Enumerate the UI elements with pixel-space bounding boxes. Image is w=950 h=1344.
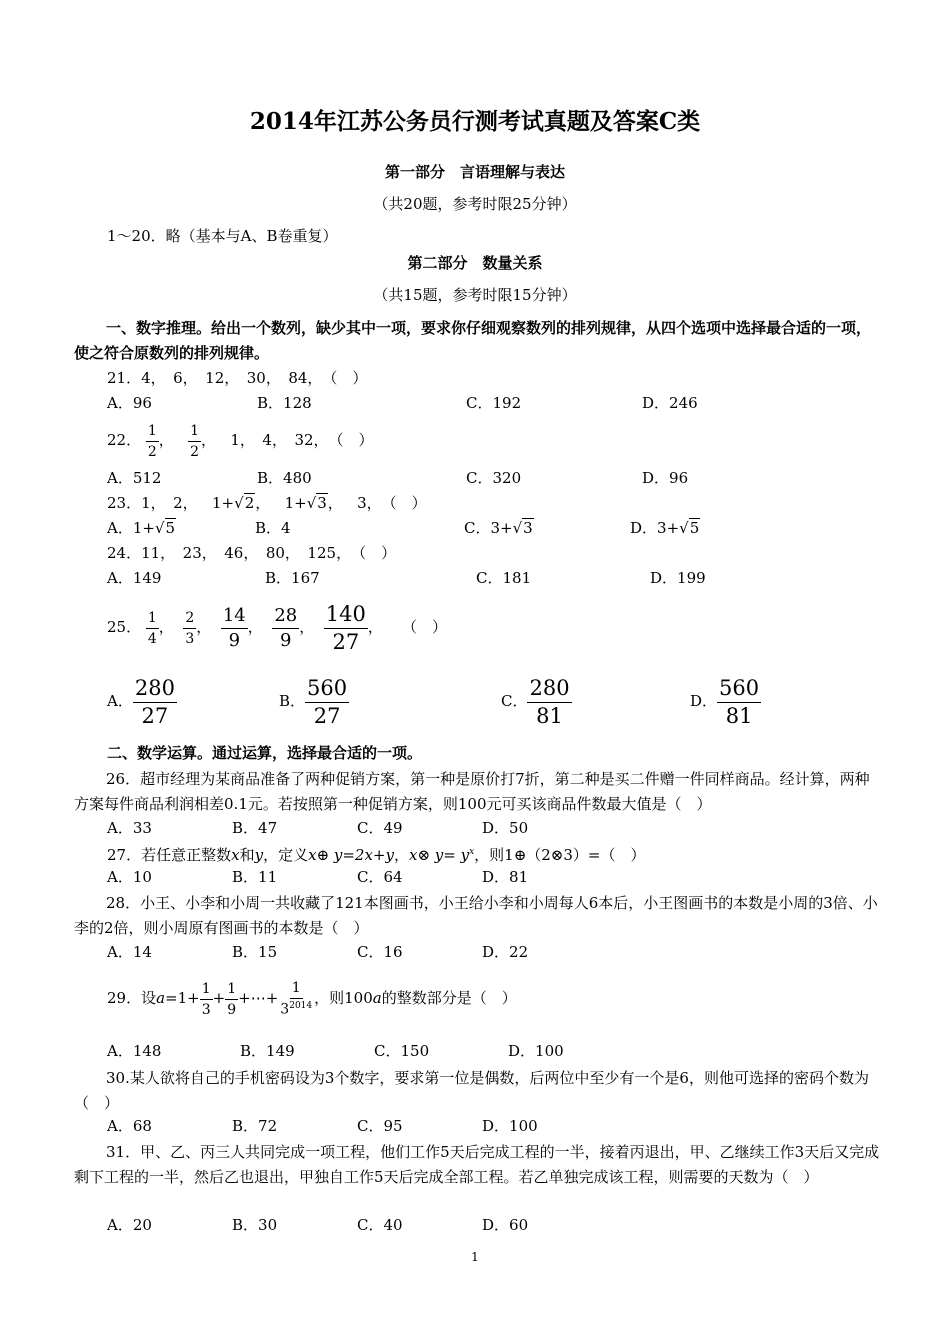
q25-option-d xyxy=(690,674,761,728)
q29-frac2-den: 9 xyxy=(227,1001,237,1018)
q22-option-c: C．320 xyxy=(466,469,522,487)
q26-option-c: C．49 xyxy=(357,819,403,837)
q23-option-d-sqrt: √5 xyxy=(679,519,700,537)
q30-option-d: D．100 xyxy=(482,1117,538,1135)
q26-option-a: A．33 xyxy=(107,819,152,837)
q30-stem: 30.某人欲将自己的手机密码设为3个数字，要求第一位是偶数，后两位中至少有一个是6，则他可选择的密码个数为（ ） xyxy=(74,1069,869,1112)
q29-stem xyxy=(107,972,517,1024)
q29-option-b: B．149 xyxy=(240,1042,295,1060)
q25-option-a-den: 27 xyxy=(141,703,169,728)
q25-sep: ， xyxy=(196,618,212,636)
q23-sep: ， xyxy=(327,494,343,512)
q22-frac2-num: 1 xyxy=(188,424,201,442)
q27-text-4: ， xyxy=(393,846,409,864)
part1-line: 1～20．略（基本与A、B卷重复） xyxy=(107,227,338,245)
q28-option-a: A．14 xyxy=(107,943,152,961)
q25-fraction-3 xyxy=(221,604,248,651)
q27-text-1: 27．若任意正整数 xyxy=(107,846,232,864)
q28-option-b: B．15 xyxy=(232,943,278,961)
q25-number: 25． xyxy=(107,618,142,636)
q23-radicand-2: 2 xyxy=(244,494,255,512)
q25-frac4-den: 9 xyxy=(280,629,292,651)
q30-option-b: B．72 xyxy=(232,1117,278,1135)
q31-stem: 31．甲、乙、丙三人共同完成一项工程，他们工作5天后完成工程的一半，接着丙退出，甲、乙继续工作3天后又完成剩下工程的一半，然后乙也退出，甲独自工作5天后完成全部工程。若乙单独完成该工程，则需要的天数为（ ） xyxy=(74,1143,880,1186)
q29-frac1-den: 3 xyxy=(201,1001,211,1018)
q25-paren: （ ） xyxy=(401,618,447,636)
q22-sep: ， xyxy=(201,431,217,449)
q23-sep: ， xyxy=(255,494,271,512)
part2-heading: 第二部分 数量关系 xyxy=(407,254,543,272)
q25-option-b-fraction xyxy=(305,675,349,728)
q27-option-b: B．11 xyxy=(232,868,278,886)
q27-option-d: D．81 xyxy=(482,868,529,886)
q26-stem: 26．超市经理为某商品准备了两种促销方案，第一种是原价打7折，第二种是买二件赠一件同样商品。经计算，两种方案每件商品利润相差0.1元。若按照第一种促销方案，则100元可买该商品件数最大值是（ ） xyxy=(74,770,870,813)
q22-option-b: B．480 xyxy=(257,469,312,487)
q25-option-b-num: 560 xyxy=(305,678,349,703)
q25-sep: ， xyxy=(247,618,263,636)
q29-fraction-1 xyxy=(200,982,213,1017)
q23-option-d xyxy=(630,519,700,537)
q29-text-2: ，则100 xyxy=(314,989,373,1007)
q31-option-a: A．20 xyxy=(107,1216,152,1234)
q25-option-a-num: 280 xyxy=(133,678,177,703)
q29-fraction-2 xyxy=(225,982,238,1017)
q23-option-d-prefix: D．3+ xyxy=(630,519,680,537)
q27-option-a: A．10 xyxy=(107,868,152,886)
q24-option-b: B．167 xyxy=(265,569,320,587)
q22-frac1-num: 1 xyxy=(146,424,159,442)
q23-option-a-sqrt: √5 xyxy=(154,519,176,537)
q22-frac1-den: 2 xyxy=(147,443,157,460)
q27-definition-2-base: x⊗ y= y xyxy=(408,846,470,864)
q27-stem xyxy=(107,843,646,864)
q25-frac1-den: 4 xyxy=(147,630,157,647)
q22-option-a: A．512 xyxy=(107,469,162,487)
q22-fraction-2 xyxy=(188,424,201,459)
q23-option-b: B．4 xyxy=(255,519,291,537)
part1-heading: 第一部分 言语理解与表达 xyxy=(384,163,565,181)
q23-sqrt-2: √2 xyxy=(234,494,255,512)
q25-option-b-label: B． xyxy=(279,692,306,710)
q24-stem: 24．11， 23， 46， 80， 125， （ ） xyxy=(107,544,397,562)
q24-option-d: D．199 xyxy=(650,569,706,587)
q25-stem xyxy=(107,600,447,654)
q23-option-d-radicand: 5 xyxy=(689,519,700,537)
q25-fraction-5 xyxy=(324,601,368,654)
q27-var-y: y xyxy=(254,846,264,864)
q27-definition-2 xyxy=(409,846,474,864)
q25-frac3-den: 9 xyxy=(228,629,241,651)
q22-sep: ， xyxy=(158,431,174,449)
q24-option-c: C．181 xyxy=(476,569,532,587)
q29-var-a-2: a xyxy=(372,989,382,1007)
q25-option-a-label: A． xyxy=(107,692,133,710)
q31-option-d: D．60 xyxy=(482,1216,529,1234)
section1-heading: 一、数字推理。给出一个数列，缺少其中一项，要求你仔细观察数列的排列规律，从四个选项中选择最合适的一项，使之符合原数列的排列规律。 xyxy=(74,319,872,362)
q27-definition-2-exponent: x xyxy=(469,847,475,857)
q29-fraction-3 xyxy=(278,981,314,1017)
q23-option-c-sqrt: √3 xyxy=(512,519,533,537)
q28-option-c: C．16 xyxy=(357,943,403,961)
q25-frac3-num: 14 xyxy=(221,607,248,629)
q23-option-c-radicand: 3 xyxy=(523,519,533,537)
q29-option-d: D．100 xyxy=(508,1042,564,1060)
q25-frac4-num: 28 xyxy=(272,607,299,629)
q25-fraction-4 xyxy=(272,604,299,651)
q26-option-d: D．50 xyxy=(482,819,529,837)
q25-option-b-den: 27 xyxy=(313,703,341,728)
q25-option-c-den: 81 xyxy=(536,703,563,728)
part2-note: （共15题，参考时限15分钟） xyxy=(373,286,577,304)
q23-option-a-prefix: A．1+ xyxy=(107,519,155,537)
q29-frac3-den-base: 3 xyxy=(280,1001,290,1018)
q23-option-a-radicand: 5 xyxy=(165,519,176,537)
q21-option-d: D．246 xyxy=(642,394,698,412)
q22-frac2-den: 2 xyxy=(190,443,200,460)
q27-text-3: ，定义 xyxy=(263,846,309,864)
q25-sep: ， xyxy=(158,618,174,636)
q29-equals: =1+ xyxy=(165,989,200,1007)
q25-sep: ， xyxy=(299,618,315,636)
q25-frac1-num: 1 xyxy=(146,611,159,629)
q29-text-1: 29．设 xyxy=(107,989,157,1007)
q23-rest: 3， （ ） xyxy=(357,494,427,512)
q21-stem: 21．4， 6， 12， 30， 84， （ ） xyxy=(107,369,368,387)
q29-frac3-num: 1 xyxy=(290,981,303,999)
q25-option-c-fraction xyxy=(527,675,571,728)
q23-number: 23．1， 2， xyxy=(107,494,198,512)
q27-text-2: 和 xyxy=(239,846,255,864)
q25-frac5-den: 27 xyxy=(332,629,360,654)
q22-stem xyxy=(107,418,374,462)
q22-option-d: D．96 xyxy=(642,469,689,487)
q25-frac2-num: 2 xyxy=(183,611,196,629)
q25-option-d-den: 81 xyxy=(725,703,753,728)
q31-option-c: C．40 xyxy=(357,1216,403,1234)
q21-option-c: C．192 xyxy=(466,394,522,412)
q27-text-5: ，则1⊕（2⊗3）=（ ） xyxy=(474,846,646,864)
q25-sep: ， xyxy=(367,618,383,636)
q25-option-c-num: 280 xyxy=(527,678,571,703)
q22-rest: 1， 4， 32， （ ） xyxy=(230,431,374,449)
q29-plus: + xyxy=(212,989,226,1007)
q28-option-d: D．22 xyxy=(482,943,529,961)
q22-fraction-1 xyxy=(146,424,159,459)
q29-option-c: C．150 xyxy=(374,1042,430,1060)
q25-option-a-fraction xyxy=(133,675,177,728)
q29-frac3-den xyxy=(278,999,314,1017)
q25-frac5-num: 140 xyxy=(324,604,368,629)
q25-option-d-fraction xyxy=(717,675,761,728)
q29-text-3: 的整数部分是（ ） xyxy=(381,989,517,1007)
q31-option-b: B．30 xyxy=(232,1216,278,1234)
q27-definition-1: x⊕ y=2x+y xyxy=(308,846,394,864)
q25-option-a xyxy=(107,674,177,728)
q29-var-a: a xyxy=(156,989,166,1007)
q24-option-a: A．149 xyxy=(107,569,162,587)
q29-frac3-den-exponent: 2014 xyxy=(289,1001,313,1012)
q21-option-b: B．128 xyxy=(257,394,312,412)
page-title: 2014年江苏公务员行测考试真题及答案C类 xyxy=(249,108,701,135)
q23-option-c-prefix: C．3+ xyxy=(464,519,513,537)
q27-var-x: x xyxy=(231,846,240,864)
q30-option-a: A．68 xyxy=(107,1117,152,1135)
q28-stem: 28．小王、小李和小周一共收藏了121本图画书，小王给小李和小周每人6本后，小王图画书的本数是小周的3倍、小李的2倍，则小周原有图画书的本数是（ ） xyxy=(74,894,878,937)
q25-option-c xyxy=(501,674,572,728)
q23-stem xyxy=(107,494,427,512)
q22-number: 22． xyxy=(107,431,142,449)
q25-fraction-1 xyxy=(146,611,159,646)
q25-option-d-label: D． xyxy=(690,692,718,710)
q30-option-c: C．95 xyxy=(357,1117,403,1135)
q29-frac2-num: 1 xyxy=(225,982,238,1000)
q23-option-c xyxy=(464,519,534,537)
q27-option-c: C．64 xyxy=(357,868,403,886)
q25-option-c-label: C． xyxy=(501,692,528,710)
q29-option-a: A．148 xyxy=(107,1042,162,1060)
q23-radicand-3: 3 xyxy=(317,494,327,512)
q25-fraction-2 xyxy=(183,611,196,646)
q25-option-b xyxy=(279,674,349,728)
q26-option-b: B．47 xyxy=(232,819,278,837)
q23-term3-prefix: 1+ xyxy=(212,494,235,512)
q29-frac1-num: 1 xyxy=(200,982,213,1000)
q25-option-d-num: 560 xyxy=(717,678,761,703)
part1-note: （共20题，参考时限25分钟） xyxy=(373,195,577,213)
page-number: 1 xyxy=(471,1250,479,1264)
q23-sqrt-3: √3 xyxy=(306,494,327,512)
q23-term4-prefix: 1+ xyxy=(284,494,307,512)
q29-dots: +⋯+ xyxy=(238,989,279,1007)
q23-option-a xyxy=(107,519,176,537)
q25-frac2-den: 3 xyxy=(185,630,195,647)
section2-heading: 二、数学运算。通过运算，选择最合适的一项。 xyxy=(107,744,423,762)
q21-option-a: A．96 xyxy=(107,394,152,412)
